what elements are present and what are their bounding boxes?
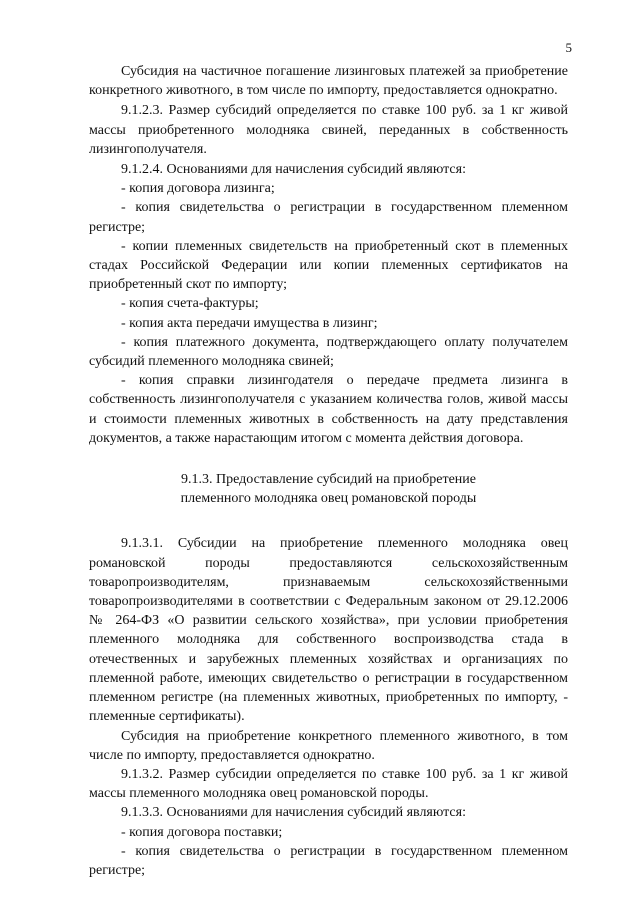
list-item: - копия договора лизинга; bbox=[121, 181, 275, 197]
list-item: - копия справки лизингодателя о передаче предмета лизинга в собственность лизингополучателя с указанием количества голов, живой массы и стоимости племенных животных в собственность на дату представления документов, а также нарастающим итогом с момента действия договора. bbox=[89, 373, 568, 446]
section-heading bbox=[89, 470, 568, 508]
page-number: 5 bbox=[565, 40, 572, 55]
list-item: - копия свидетельства о регистрации в государственном племенном регистре; bbox=[89, 200, 568, 235]
list-item: - копия акта передачи имущества в лизинг; bbox=[121, 315, 378, 331]
section-heading-line: 9.1.3. Предоставление субсидий на приобретение bbox=[181, 472, 476, 488]
paragraph: 9.1.3.3. Основаниями для начисления субсидий являются: bbox=[121, 805, 466, 821]
paragraph: 9.1.2.4. Основаниями для начисления субсидий являются: bbox=[121, 162, 466, 178]
paragraph: 9.1.3.2. Размер субсидии определяется по ставке 100 руб. за 1 кг живой массы племенного молодняка овец романовской породы. bbox=[89, 766, 568, 802]
document-body bbox=[89, 62, 568, 880]
section-heading-line: племенного молодняка овец романовской породы bbox=[180, 491, 477, 507]
paragraph: 9.1.2.3. Размер субсидий определяется по ставке 100 руб. за 1 кг живой массы приобретенного молодняка свиней, переданных в собственность лизингополучателя. bbox=[89, 103, 568, 157]
list-item: - копия счета-фактуры; bbox=[121, 296, 259, 312]
paragraph: 9.1.3.1. Субсидии на приобретение племенного молодняка овец романовской породы предоставляются сельскохозяйственным товаропроизводителям, признаваемым сельскохозяйственными товаропроизводителями в соответствии с Федеральным законом от 29.12.2006 № 264-ФЗ «О развитии сельского хозяйства», при условии приобретения племенного молодняка для собственного воспроизводства стада в отечественных и зарубежных племенных хозяйствах и организациях по племенной работе, имеющих свидетельство о регистрации в государственном племенном регистре (на племенных животных, приобретенных по импорту, - племенные сертификаты). bbox=[89, 536, 568, 725]
list-item: - копия свидетельства о регистрации в государственном племенном регистре; bbox=[89, 843, 568, 878]
list-item: - копия договора поставки; bbox=[121, 824, 283, 840]
paragraph: Субсидия на частичное погашение лизинговых платежей за приобретение конкретного животного, в том числе по импорту, предоставляется однократно. bbox=[89, 64, 568, 99]
list-item: - копия платежного документа, подтверждающего оплату получателем субсидий племенного молодняка свиней; bbox=[89, 334, 568, 370]
list-item: - копии племенных свидетельств на приобретенный скот в племенных стадах Российской Федерации или копии племенных сертификатов на приобретенный скот по импорту; bbox=[89, 238, 568, 293]
paragraph: Субсидия на приобретение конкретного племенного животного, в том числе по импорту, предоставляется однократно. bbox=[89, 728, 568, 763]
